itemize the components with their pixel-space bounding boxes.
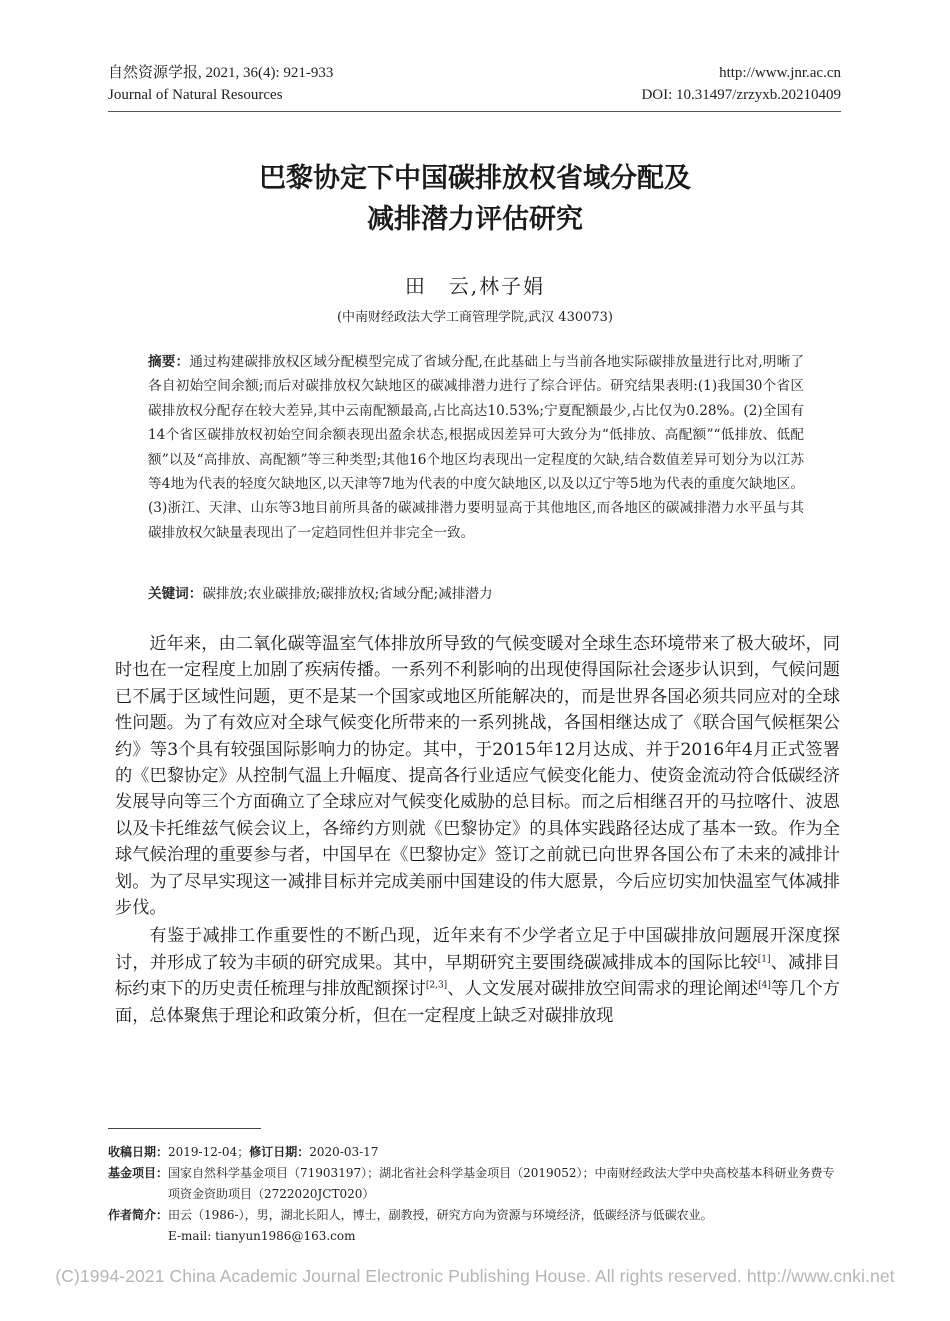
doi[interactable]: DOI: 10.31497/zrzyxb.20210409: [641, 87, 841, 103]
body-paragraph-2-part-d: 等几个方面，总体聚焦于理论和政策分析，但在一定程度上缺乏对碳排放现: [115, 979, 840, 1026]
body-paragraph-2-part-a: 有鉴于减排工作重要性的不断凸现，近年来有不少学者立足于中国碳排放问题展开深度探讨，并形成了较为丰硕的研究成果。其中，早期研究主要围绕碳减排成本的国际比较: [115, 926, 840, 973]
body-text: [115, 631, 840, 1029]
abstract-label: 摘要：: [148, 354, 190, 370]
abstract-text: 通过构建碳排放权区域分配模型完成了省域分配,在此基础上与当前各地实际碳排放量进行比对,明晰了各自初始空间余额;而后对碳排放权欠缺地区的碳减排潜力进行了综合评估。研究结果表明:(1)我国30个省区碳排放权分配存在较大差异,其中云南配额最高,占比高达10.53%;宁夏配额最少,占比仅为0.28%。(2)全国有14个省区碳排放权初始空间余额表现出盈余状态,根据成因差异可大致分为“低排放、高配额”“低排放、低配额”以及“高排放、高配额”等三种类型;其他16个地区均表现出一定程度的欠缺,结合数值差异可划分为以江苏等4地为代表的轻度欠缺地区,以天津等7地为代表的中度欠缺地区,以及以辽宁等5地为代表的重度欠缺地区。(3)浙江、天津、山东等3地目前所具备的碳减排潜力要明显高于其他地区,而各地区的碳减排潜力水平虽与其碳排放权欠缺量表现出了一定趋同性但并非完全一致。: [148, 354, 805, 541]
body-paragraph-2: [115, 923, 840, 1029]
abstract: [148, 350, 804, 545]
authors: 田 云,林子娟: [404, 274, 546, 298]
paper-title-line-2: 减排潜力评估研究: [367, 204, 583, 235]
keywords-text: 碳排放;农业碳排放;碳排放权;省域分配;减排潜力: [202, 586, 493, 602]
footnotes: [108, 1142, 843, 1247]
copyright-watermark: (C)1994-2021 China Academic Journal Electronic Publishing House. All rights reserved. http://www.cnki.net: [55, 1266, 895, 1286]
fund-label: 基金项目：: [108, 1166, 169, 1180]
fund-text: 国家自然科学基金项目（71903197）；湖北省社会科学基金项目（2019052）；中南财经政法大学中央高校基本科研业务费专项资金资助项目（2722020JCT020）: [168, 1166, 835, 1201]
citation-ref-2-3[interactable]: [2,3]: [425, 980, 448, 991]
author-bio-block: [168, 1205, 843, 1247]
body-paragraph-2-part-b: 、减排目标约束下的历史责任梳理与排放配额探讨: [115, 952, 840, 1000]
footnote-dates: [108, 1142, 843, 1163]
author-bio-label: 作者简介：: [108, 1208, 169, 1222]
affiliation: (中南财经政法大学工商管理学院,武汉 430073): [336, 310, 614, 325]
journal-url[interactable]: http://www.jnr.ac.cn: [719, 65, 841, 81]
journal-citation-cn: 自然资源学报, 2021, 36(4): 921-933: [108, 65, 334, 81]
journal-name-en: Journal of Natural Resources: [108, 87, 283, 103]
header-divider: [108, 111, 841, 112]
received-date: 2019-12-04；: [168, 1145, 250, 1159]
received-label: 收稿日期：: [108, 1145, 169, 1159]
body-paragraph-1: 近年来，由二氧化碳等温室气体排放所导致的气候变暖对全球生态环境带来了极大破坏，同时也在一定程度上加剧了疾病传播。一系列不利影响的出现使得国际社会逐步认识到，气候问题已不属于区域性问题，更不是某一个国家或地区所能解决的，而是世界各国必须共同应对的全球性问题。为了有效应对全球气候变化所带来的一系列挑战，各国相继达成了《联合国气候框架公约》等3个具有较强国际影响力的协定。其中，于2015年12月达成、并于2016年4月正式签署的《巴黎协定》从控制气温上升幅度、提高各行业适应气候变化能力、使资金流动符合低碳经济发展导向等三个方面确立了全球应对气候变化威胁的总目标。而之后相继召开的马拉喀什、波恩以及卡托维兹气候会议上，各缔约方则就《巴黎协定》的具体实践路径达成了基本一致。作为全球气候治理的重要参与者，中国早在《巴黎协定》签订之前就已向世界各国公布了未来的减排计划。为了尽早实现这一减排目标并完成美丽中国建设的伟大愿景，今后应切实加快温室气体减排步伐。: [115, 634, 840, 919]
keywords-label: 关键词：: [148, 586, 203, 602]
footnote-author: [108, 1205, 843, 1247]
paper-title-line-1: 巴黎协定下中国碳排放权省域分配及: [259, 163, 691, 194]
author-email[interactable]: E-mail: tianyun1986@163.com: [168, 1229, 356, 1243]
author-bio-text: 田云（1986-），男，湖北长阳人，博士，副教授，研究方向为资源与环境经济，低碳经济与低碳农业。: [168, 1208, 713, 1222]
footnote-fund: [108, 1163, 843, 1205]
revised-date: 2020-03-17: [309, 1145, 379, 1159]
keywords: [148, 583, 804, 605]
body-paragraph-2-part-c: 、人文发展对碳排放空间需求的理论阐述: [447, 979, 759, 1000]
footnote-divider: [108, 1128, 261, 1129]
revised-label: 修订日期：: [249, 1145, 310, 1159]
citation-ref-4[interactable]: [4]: [758, 980, 771, 991]
citation-ref-1[interactable]: [1]: [757, 954, 771, 965]
